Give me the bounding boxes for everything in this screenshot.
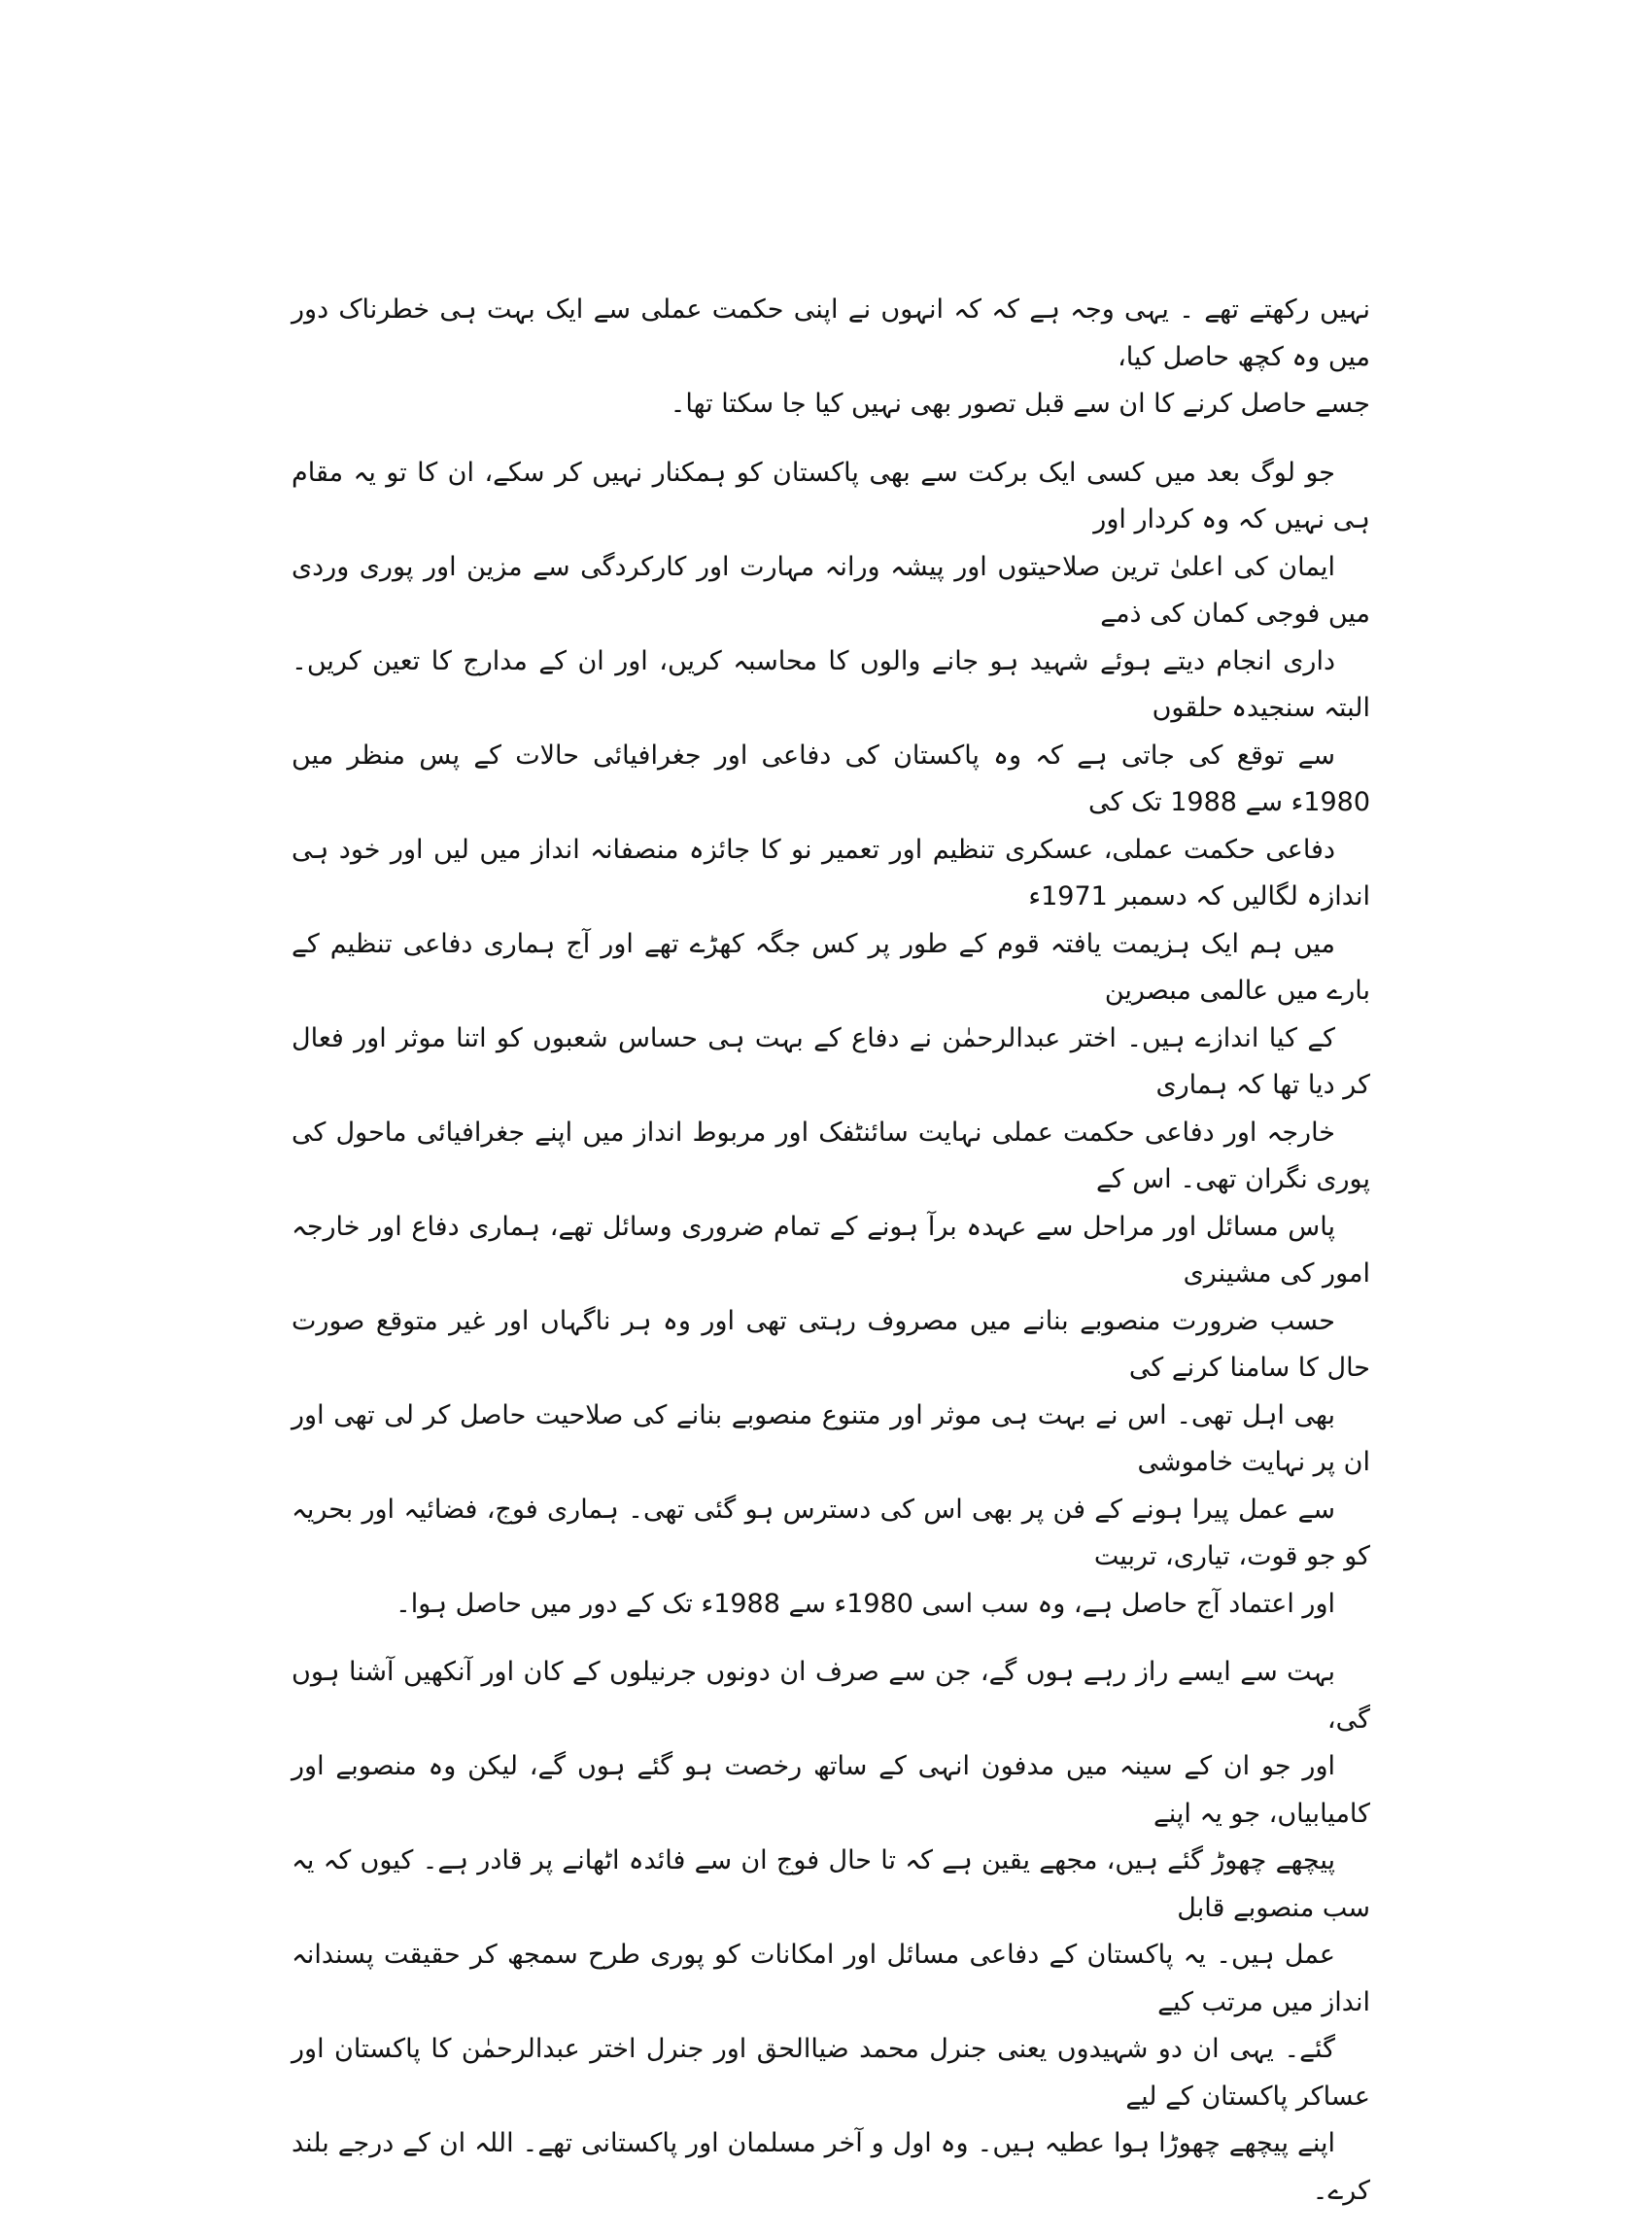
text-line: میں ہم ایک ہزیمت یافتہ قوم کے طور پر کس جگہ کھڑے تھے اور آج ہماری دفاعی تنظیم کے بارے میں عالمی مبصرین xyxy=(292,928,1370,1006)
text-line: جسے حاصل کرنے کا ان سے قبل تصور بھی نہیں کیا جا سکتا تھا۔ xyxy=(670,389,1370,419)
text-line: اور اعتماد آج حاصل ہے، وہ سب اسی 1980ء سے 1988ء تک کے دور میں حاصل ہوا۔ xyxy=(395,1588,1335,1619)
text-line: عمل ہیں۔ یہ پاکستان کے دفاعی مسائل اور امکانات کو پوری طرح سمجھ کر حقیقت پسندانہ انداز میں مرتب کیے xyxy=(292,1940,1370,2017)
paragraph-3 xyxy=(292,1649,1370,2215)
text-line: نہیں رکھتے تھے ۔ یہی وجہ ہے کہ کہ انہوں نے اپنی حکمت عملی سے ایک بہت ہی خطرناک دور میں وہ کچھ حاصل کیا، xyxy=(292,294,1370,372)
text-line: پاس مسائل اور مراحل سے عہدہ برآ ہونے کے تمام ضروری وسائل تھے، ہماری دفاع اور خارجہ امور کی مشینری xyxy=(292,1211,1370,1289)
text-line: حسب ضرورت منصوبے بنانے میں مصروف رہتی تھی اور وہ ہر ناگہاں اور غیر متوقع صورت حال کا سامنا کرنے کی xyxy=(292,1305,1370,1383)
text-line: پیچھے چھوڑ گئے ہیں، مجھے یقین ہے کہ تا حال فوج ان سے فائدہ اٹھانے پر قادر ہے۔ کیوں کہ یہ سب منصوبے قابل xyxy=(292,1845,1370,1923)
text-line: بہت سے ایسے راز رہے ہوں گے، جن سے صرف ان دونوں جرنیلوں کے کان اور آنکھیں آشنا ہوں گی، xyxy=(292,1657,1370,1735)
text-line: سے توقع کی جاتی ہے کہ وہ پاکستان کی دفاعی اور جغرافیائی حالات کے پس منظر میں 1980ء سے 1988 تک کی xyxy=(292,740,1370,817)
text-line: خارجہ اور دفاعی حکمت عملی نہایت سائنٹفک اور مربوط انداز میں اپنے جغرافیائی ماحول کی پوری نگران تھی۔ اس کے xyxy=(292,1117,1370,1194)
text-line: سے عمل پیرا ہونے کے فن پر بھی اس کی دسترس ہو گئی تھی۔ ہماری فوج، فضائیہ اور بحریہ کو جو قوت، تیاری، تربیت xyxy=(292,1494,1370,1571)
document-body xyxy=(292,287,1370,2236)
text-line: گئے۔ یہی ان دو شہیدوں یعنی جنرل محمد ضیاالحق اور جنرل اختر عبدالرحمٰن کا پاکستان اور عساکر پاکستان کے لیے xyxy=(292,2034,1370,2112)
text-line: کے کیا اندازے ہیں۔ اختر عبدالرحمٰن نے دفاع کے بہت ہی حساس شعبوں کو اتنا موثر اور فعال کر دیا تھا کہ ہماری xyxy=(292,1022,1370,1100)
text-line: بھی اہل تھی۔ اس نے بہت ہی موثر اور متنوع منصوبے بنانے کی صلاحیت حاصل کر لی تھی اور ان پر نہایت خاموشی xyxy=(292,1399,1370,1477)
text-line: جو لوگ بعد میں کسی ایک برکت سے بھی پاکستان کو ہمکنار نہیں کر سکے، ان کا تو یہ مقام ہی نہیں کہ وہ کردار اور xyxy=(292,457,1370,534)
text-line: اپنے پیچھے چھوڑا ہوا عطیہ ہیں۔ وہ اول و آخر مسلمان اور پاکستانی تھے۔ اللہ ان کے درجے بلند کرے۔ xyxy=(292,2128,1370,2206)
text-line: دفاعی حکمت عملی، عسکری تنظیم اور تعمیر نو کا جائزہ منصفانہ انداز میں لیں اور خود ہی اندازہ لگالیں کہ دسمبر 1971ء xyxy=(292,834,1370,912)
text-line: داری انجام دیتے ہوئے شہید ہو جانے والوں کا محاسبہ کریں، اور ان کے مدارج کا تعین کریں۔ البتہ سنجیدہ حلقوں xyxy=(292,645,1370,723)
paragraph-2 xyxy=(292,450,1370,1629)
text-line: ایمان کی اعلیٰ ترین صلاحیتوں اور پیشہ ورانہ مہارت اور کارکردگی سے مزین اور پوری وردی میں فوجی کمان کی ذمے xyxy=(292,551,1370,629)
text-line: اور جو ان کے سینہ میں مدفون انہی کے ساتھ رخصت ہو گئے ہوں گے، لیکن وہ منصوبے اور کامیابیاں، جو یہ اپنے xyxy=(292,1751,1370,1829)
paragraph-1 xyxy=(292,287,1370,429)
